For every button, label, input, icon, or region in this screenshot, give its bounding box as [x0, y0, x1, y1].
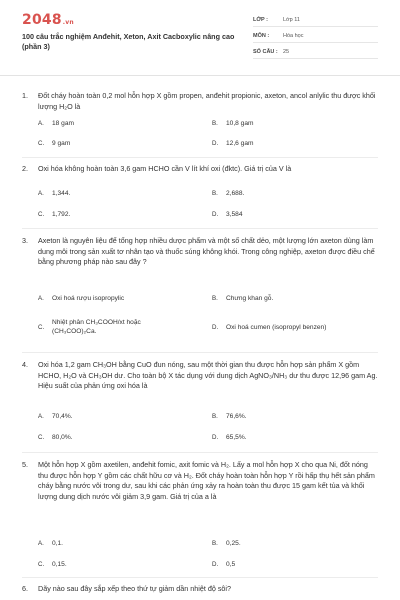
option-letter: C.	[38, 324, 45, 331]
question-separator	[22, 452, 378, 453]
option-letter: A.	[38, 540, 44, 547]
worksheet-title: 100 câu trắc nghiệm Anđehit, Xeton, Axit Cacboxylic nâng cao (phần 3)	[22, 32, 235, 51]
logo-suffix: .vn	[62, 19, 74, 26]
question-separator	[22, 157, 378, 158]
meta-label: MÔN :	[253, 33, 270, 39]
option-letter: A.	[38, 190, 44, 197]
option-text: 70,4%.	[52, 413, 73, 420]
meta-label: LỚP :	[253, 17, 268, 23]
question-text	[22, 584, 377, 595]
question-number: 2.	[22, 164, 28, 173]
option-text: 18 gam	[52, 120, 74, 127]
option-text: 1,344.	[52, 190, 71, 197]
option-text: 12,6 gam	[226, 140, 254, 147]
option-a[interactable]	[38, 294, 124, 303]
option-text: 0,25.	[226, 540, 241, 547]
header-divider	[0, 75, 400, 76]
option-text: 0,15.	[52, 561, 67, 568]
option-text: 0,1.	[52, 540, 63, 547]
option-text: Nhiệt phân CH₃COOH/xt hoặc (CH₃COO)₂Ca.	[52, 319, 141, 335]
option-letter: D.	[212, 324, 219, 331]
option-b[interactable]	[212, 294, 273, 303]
option-letter: B.	[212, 413, 218, 420]
option-d[interactable]	[212, 139, 254, 148]
option-text: Oxi hoá cumen (isopropyl benzen)	[226, 324, 327, 331]
worksheet-header	[0, 0, 400, 70]
option-text: 9 gam	[52, 140, 71, 147]
question-number: 5.	[22, 460, 28, 469]
option-text: 65,5%.	[226, 434, 247, 441]
option-d[interactable]	[212, 210, 243, 219]
question-text	[22, 91, 377, 111]
option-d[interactable]	[212, 323, 326, 332]
option-letter: A.	[38, 413, 44, 420]
option-letter: B.	[212, 190, 218, 197]
question-text	[22, 164, 377, 175]
meta-row-question-count	[253, 46, 378, 59]
option-letter: B.	[212, 120, 218, 127]
meta-value: Hóa học	[283, 33, 304, 39]
option-a[interactable]	[38, 539, 63, 548]
question-number: 6.	[22, 584, 28, 593]
option-letter: D.	[212, 561, 219, 568]
question-separator	[22, 228, 378, 229]
option-a[interactable]	[38, 412, 73, 421]
option-b[interactable]	[212, 412, 247, 421]
meta-label: SỐ CÂU :	[253, 49, 278, 55]
option-letter: A.	[38, 295, 44, 302]
option-letter: C.	[38, 211, 45, 218]
option-letter: B.	[212, 295, 218, 302]
question-separator	[22, 577, 378, 578]
question-body: Một hỗn hợp X gồm axetilen, anđehit fomic, axit fomic và H₂. Lấy a mol hỗn hợp X cho qua Ni, đốt nóng thu được hỗn hợp Y gồm các chất hữu cơ và H₂. Đốt cháy hoàn toàn hỗn hợp Y rồi hấp thụ hết sản phẩm cháy bằng nước vôi trong dư, sau khi các phản ứng xảy ra hoàn toàn thu được 15 gam kết tủa và khối lượng dung dịch nước vôi giảm 3,9 gam. Giá trị của a là	[38, 460, 375, 501]
option-letter: A.	[38, 120, 44, 127]
meta-row-subject	[253, 30, 378, 43]
meta-row-class	[253, 14, 378, 27]
question-text	[22, 236, 377, 266]
meta-value: Lớp 11	[283, 17, 300, 23]
option-text: 1,792.	[52, 211, 71, 218]
question-text	[22, 360, 378, 390]
option-c[interactable]	[38, 210, 70, 219]
option-letter: D.	[212, 434, 219, 441]
option-d[interactable]	[212, 560, 235, 569]
option-d[interactable]	[212, 433, 247, 442]
site-logo[interactable]	[22, 12, 74, 28]
option-b[interactable]	[212, 119, 254, 128]
question-body: Axeton là nguyên liệu để tổng hợp nhiều dược phẩm và một số chất dẻo, một lượng lớn axeton dùng làm dung môi trong sản xuất tơ nhân tạo và thuốc súng không khói. Trong công nghiệp, axeton được điều chế bằng phương pháp nào sau đây ?	[38, 236, 375, 266]
option-text: Chưng khan gỗ.	[226, 295, 274, 302]
option-text: 10,8 gam	[226, 120, 254, 127]
question-body: Đốt cháy hoàn toàn 0,2 mol hỗn hợp X gồm propen, anđehit propionic, axeton, ancol anlylic thu được khối lượng H₂O là	[38, 91, 376, 111]
question-body: Oxi hóa không hoàn toàn 3,6 gam HCHO cần V lít khí oxi (đktc). Giá trị của V là	[38, 164, 292, 173]
option-letter: B.	[212, 540, 218, 547]
option-letter: C.	[38, 434, 45, 441]
option-c[interactable]	[38, 433, 73, 442]
option-c[interactable]	[38, 560, 67, 569]
option-a[interactable]	[38, 119, 74, 128]
option-text: 2,688.	[226, 190, 245, 197]
option-letter: D.	[212, 140, 219, 147]
question-number: 1.	[22, 91, 28, 100]
question-number: 3.	[22, 236, 28, 245]
question-text	[22, 460, 377, 501]
option-text: 76,6%.	[226, 413, 247, 420]
question-body: Oxi hóa 1,2 gam CH₃OH bằng CuO đun nóng, sau một thời gian thu được hỗn hợp sản phẩm X gồm HCHO, H₂O và CH₃OH dư. Cho toàn bộ X tác dụng với dung dịch AgNO₃/NH₃ dư thu được 12,96 gam Ag. Hiệu suất của phản ứng oxi hóa là	[38, 360, 378, 390]
option-a[interactable]	[38, 189, 70, 198]
option-b[interactable]	[212, 539, 241, 548]
option-c[interactable]	[38, 318, 188, 336]
option-c[interactable]	[38, 139, 70, 148]
option-letter: C.	[38, 140, 45, 147]
option-letter: D.	[212, 211, 219, 218]
meta-value: 25	[283, 49, 290, 55]
option-text: 80,0%.	[52, 434, 73, 441]
option-b[interactable]	[212, 189, 244, 198]
question-separator	[22, 352, 378, 353]
option-letter: C.	[38, 561, 45, 568]
option-text: 0,5	[226, 561, 236, 568]
question-body: Dãy nào sau đây sắp xếp theo thứ tự giảm dần nhiệt độ sôi?	[38, 584, 232, 593]
logo-text: 2048	[22, 12, 62, 28]
question-number: 4.	[22, 360, 28, 369]
worksheet-meta	[253, 14, 378, 62]
option-text: Oxi hoá rượu isopropylic	[52, 295, 125, 302]
option-text: 3,584	[226, 211, 243, 218]
